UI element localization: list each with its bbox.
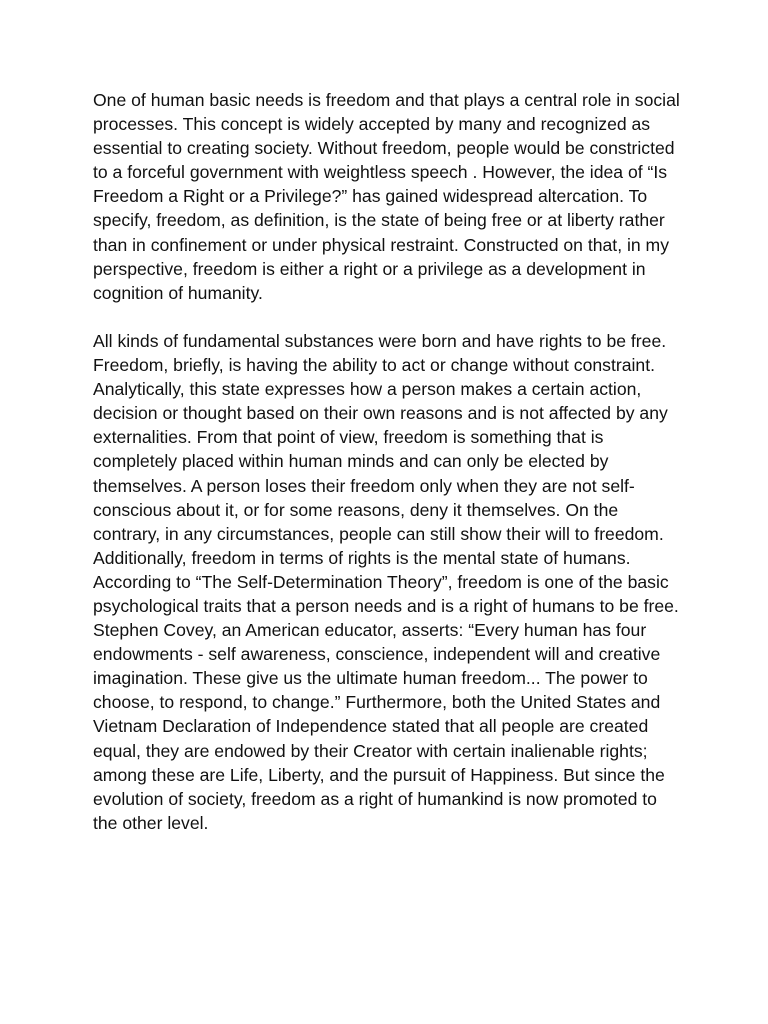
- document-body: [93, 88, 683, 835]
- paragraph-2: All kinds of fundamental substances were born and have rights to be free. Freedom, briefly, is having the ability to act or change without constraint. Analytically, this state expresses how a person makes a certain action, decision or thought based on their own reasons and is not affected by any externalities. From that point of view, freedom is something that is completely placed within human minds and can only be elected by themselves. A person loses their freedom only when they are not self-conscious about it, or for some reasons, deny it themselves. On the contrary, in any circumstances, people can still show their will to freedom. Additionally, freedom in terms of rights is the mental state of humans. According to “The Self-Determination Theory”, freedom is one of the basic psychological traits that a person needs and is a right of humans to be free. Stephen Covey, an American educator, asserts: “Every human has four endowments - self awareness, conscience, independent will and creative imagination. These give us the ultimate human freedom... The power to choose, to respond, to change.” Furthermore, both the United States and Vietnam Declaration of Independence stated that all people are created equal, they are endowed by their Creator with certain inalienable rights; among these are Life, Liberty, and the pursuit of Happiness. But since the evolution of society, freedom as a right of humankind is now promoted to the other level.: [93, 330, 679, 833]
- paragraph-1: One of human basic needs is freedom and that plays a central role in social processes. This concept is widely accepted by many and recognized as essential to creating society. Without freedom, people would be constricted to a forceful government with weightless speech . However, the idea of “Is Freedom a Right or a Privilege?” has gained widespread altercation. To specify, freedom, as definition, is the state of being free or at liberty rather than in confinement or under physical restraint. Constructed on that, in my perspective, freedom is either a right or a privilege as a development in cognition of humanity.: [93, 90, 680, 303]
